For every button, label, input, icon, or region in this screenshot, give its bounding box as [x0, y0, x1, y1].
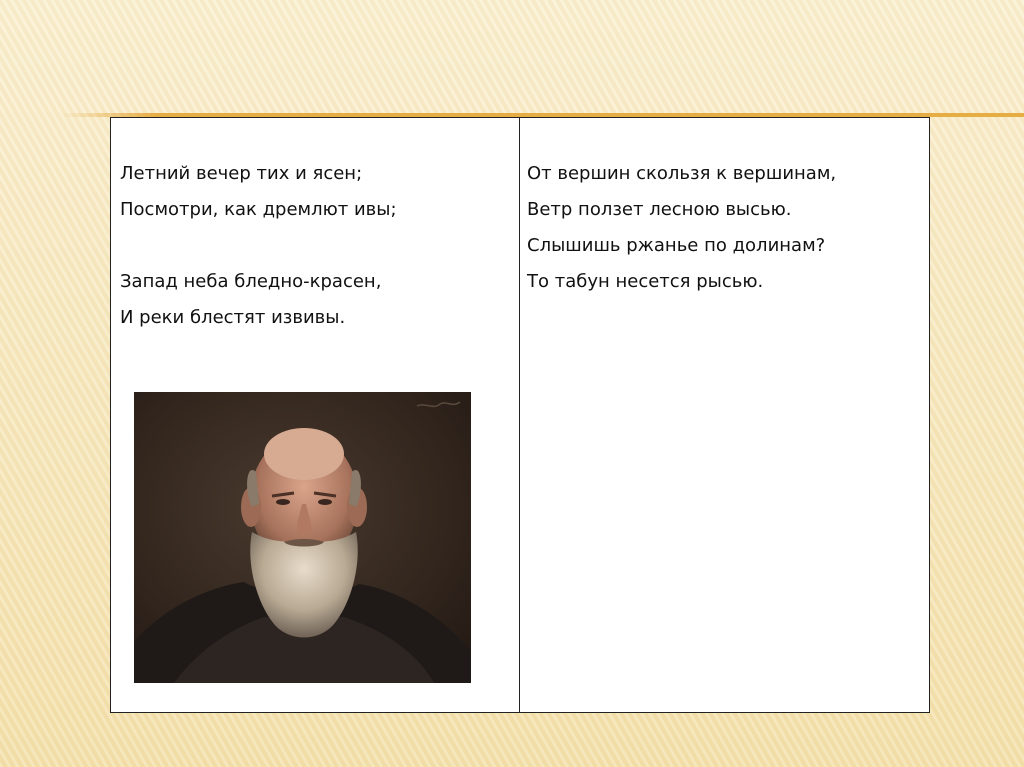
- poem-line: То табун несется рысью.: [527, 271, 764, 292]
- stanza-gap: [120, 228, 511, 264]
- portrait-painting: [134, 392, 471, 683]
- left-column: [111, 118, 520, 712]
- right-poem-text: [527, 156, 921, 300]
- poem-line: От вершин скользя к вершинам,: [527, 163, 837, 184]
- right-column: [520, 118, 929, 712]
- poem-line: Слышишь ржанье по долинам?: [527, 235, 826, 256]
- poem-line: Ветр ползет лесною высью.: [527, 199, 792, 220]
- poet-portrait-image: [134, 392, 471, 683]
- poem-line: Летний вечер тих и ясен;: [120, 163, 363, 184]
- left-poem-text: [120, 156, 511, 336]
- poem-line: Посмотри, как дремлют ивы;: [120, 199, 397, 220]
- poem-table: [110, 117, 930, 713]
- poem-line: И реки блестят извивы.: [120, 307, 346, 328]
- poem-line: Запад неба бледно-красен,: [120, 271, 382, 292]
